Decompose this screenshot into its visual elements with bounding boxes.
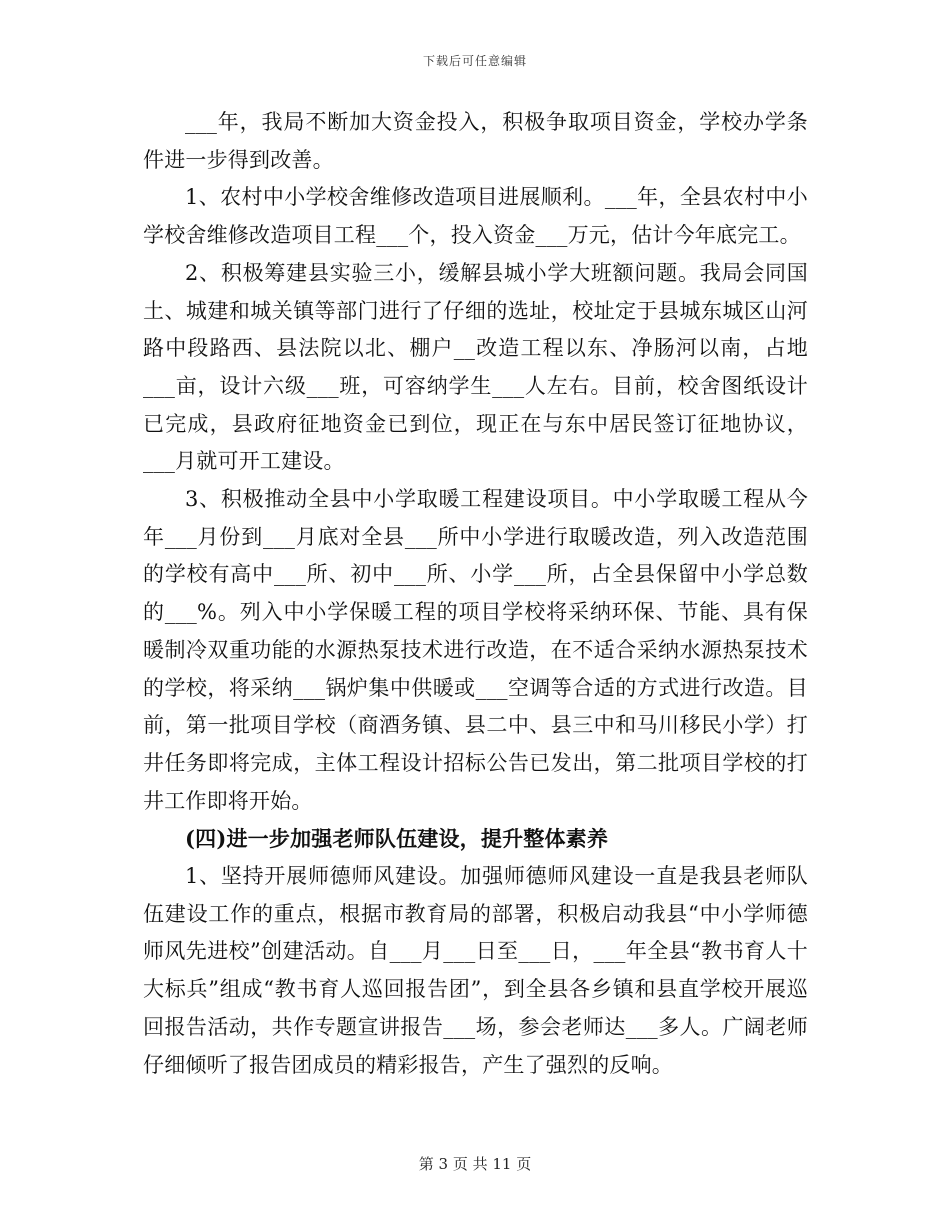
page-header: 下载后可任意编辑: [422, 54, 527, 68]
paragraph-rural-school-renovation: 1、农村中小学校舍维修改造项目进展顺利。___年，全县农村中小学校舍维修改造项目工程___个，投入资金___万元，估计今年底完工。: [143, 185, 808, 248]
paragraph-heating-project: 3、积极推动全县中小学取暖工程建设项目。中小学取暖工程从今年___月份到___月底对全县___所中小学进行取暖改造，列入改造范围的学校有高中___所、初中___所、小学___所，占全县保留中小学总数的___%。列入中小学保暖工程的项目学校将采纳环保、节能、具有保暖制冷双重功能的水源热泵技术进行改造，在不适合采纳水源热泵技术的学校，将采纳___锅炉集中供暖或___空调等合适的方式进行改造。目前，第一批项目学校（商酒务镇、县二中、县三中和马川移民小学）打井任务即将完成，主体工程设计招标公告已发出，第二批项目学校的打井工作即将开始。: [143, 487, 808, 813]
document-body: [143, 104, 808, 1084]
paragraph-teacher-ethics: 1、坚持开展师德师风建设。加强师德师风建设一直是我县老师队伍建设工作的重点，根据市教育局的部署，积极启动我县“中小学师德师风先进校”创建活动。自___月___日至___日，___年全县“教书育人十大标兵”组成“教书育人巡回报告团”，到全县各乡镇和县直学校开展巡回报告活动，共作专题宣讲报告___场，参会老师达___多人。广阔老师仔细倾听了报告团成员的精彩报告，产生了强烈的反响。: [143, 864, 808, 1077]
paragraph-funding-intro: ___年，我局不断加大资金投入，积极争取项目资金，学校办学条件进一步得到改善。: [143, 110, 808, 172]
paragraph-experimental-primary-school: 2、积极筹建县实验三小，缓解县城小学大班额问题。我局会同国土、城建和城关镇等部门进行了仔细的选址，校址定于县城东城区山河路中段路西、县法院以北、棚户__改造工程以东、净肠河以南，占地___亩，设计六级___班，可容纳学生___人左右。目前，校舍图纸设计已完成，县政府征地资金已到位，现正在与东中居民签订征地协议，___月就可开工建设。: [143, 260, 808, 474]
page-number-footer: 第 3 页 共 11 页: [418, 1155, 532, 1173]
section-heading-teacher-team: (四)进一步加强老师队伍建设，提升整体素养: [185, 826, 609, 852]
